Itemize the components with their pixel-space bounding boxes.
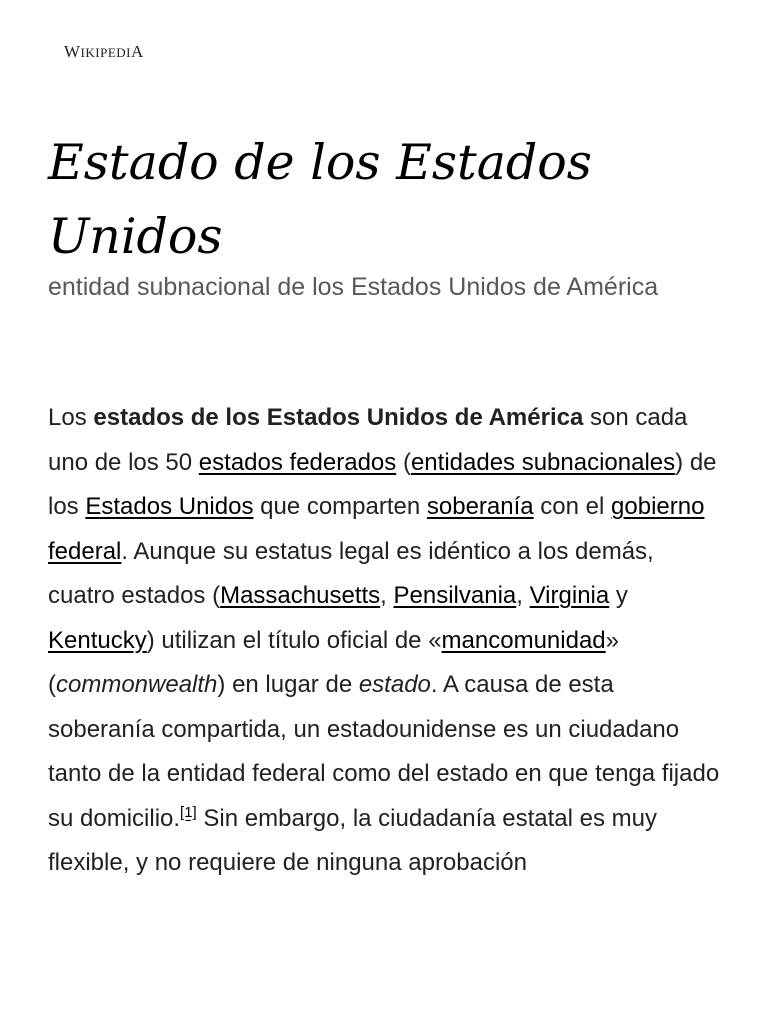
text-run: . Aunque su estatus legal es idéntico a los demás, cuatro estados ( — [48, 537, 654, 609]
link-estados-federados[interactable]: estados federados — [198, 448, 397, 476]
wordmark-initial: W — [64, 42, 81, 61]
link-gobierno-federal[interactable]: gobierno federal — [48, 493, 705, 565]
link-massachusetts[interactable]: Massachusetts — [220, 582, 381, 609]
text-run: ) en lugar de — [217, 671, 359, 698]
link-estados-unidos[interactable]: Estados Unidos — [85, 493, 254, 520]
reference-marker — [180, 804, 197, 821]
link-mancomunidad[interactable]: mancomunidad — [441, 626, 606, 654]
text-run: son cada uno de los 50 — [48, 404, 688, 476]
text-run: Los — [48, 404, 94, 431]
link-entidades-subnacionales[interactable]: entidades subnacionales — [410, 448, 676, 476]
text-run: ( — [396, 448, 411, 476]
page-title-line2: Unidos — [48, 208, 223, 265]
text-run: , — [380, 582, 394, 609]
text-run: , — [516, 582, 530, 609]
italic-term: estado — [358, 671, 431, 698]
link-pensilvania[interactable]: Pensilvania — [393, 582, 517, 609]
wordmark-middle: IKIPEDI — [80, 45, 131, 60]
article-lead-paragraph — [48, 396, 720, 886]
page-description: entidad subnacional de los Estados Unidos de América — [48, 273, 659, 301]
page-title-line1: Estado de los Estados — [48, 134, 592, 191]
text-run: con el — [533, 493, 612, 520]
text-run: Sin embargo, la ciudadanía estatal es muy flexible, y no requiere de ninguna aprobación — [48, 804, 657, 876]
wordmark-final: A — [130, 42, 144, 61]
text-run: ) utilizan el título oficial de « — [146, 626, 442, 654]
text-run: . A causa de esta soberanía compartida, un estadounidense es un ciudadano tanto de la entidad federal como del estado en que tenga fijado su domicilio. — [48, 671, 720, 832]
text-run: ) de los — [48, 448, 717, 520]
page-title — [48, 126, 728, 274]
link-soberania[interactable]: soberanía — [426, 493, 534, 520]
link-kentucky[interactable]: Kentucky — [48, 626, 147, 654]
link-virginia[interactable]: Virginia — [529, 582, 610, 609]
reference-link-1[interactable]: [1] — [180, 803, 197, 821]
wikipedia-wordmark[interactable] — [64, 42, 144, 62]
text-run: que comparten — [253, 493, 427, 520]
italic-term: commonwealth — [56, 671, 218, 698]
bold-term: estados de los Estados Unidos de América — [93, 404, 584, 431]
text-run: y — [609, 582, 628, 609]
text-run: » ( — [48, 626, 620, 698]
